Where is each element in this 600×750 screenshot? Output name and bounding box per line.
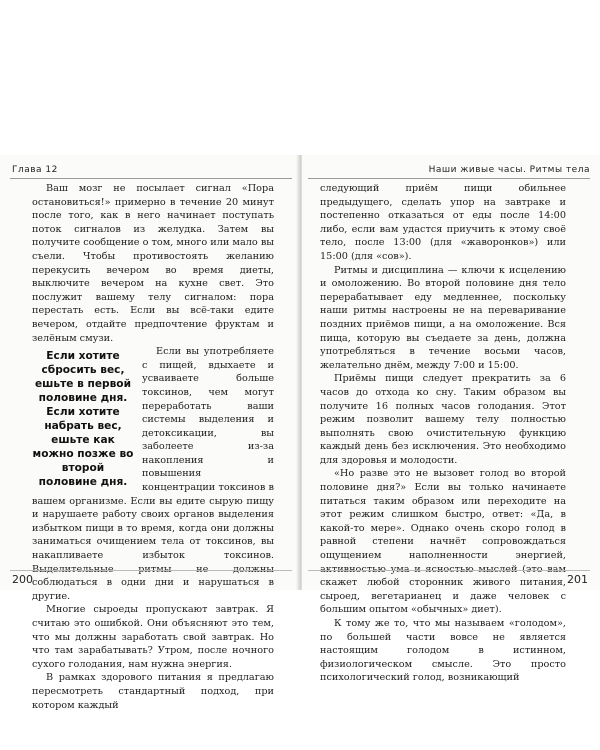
paragraph: В рамках здорового питания я предлагаю пересмотреть стандартный подход, при котором каждый: [32, 672, 274, 711]
pull-quote: Если хотите сбросить вес, ешьте в первой половине дня. Если хотите набрать вес, ешьте как можно позже во второй половине дня.: [32, 350, 134, 489]
page-number: 200: [12, 573, 33, 586]
paragraph: «Но разве это не вызовет голод во второй половине дня?» Если вы только начинаете питаться таким образом или переходите на этот режим слишком быстро, ответ: «Да, в какой-то мере». Однако очень скоро голод в равной степени начнёт сопровождаться ощущением наполненности энергией, скажет любой сторонник живого питания, сыроед, вегетарианец и даже человек с большим опытом «обычных» диет).: [320, 468, 566, 616]
right-body-text: [320, 182, 566, 685]
left-body-text: [32, 182, 274, 712]
header-rule: [308, 178, 590, 179]
running-head-title: Наши живые часы. Ритмы тела: [428, 165, 590, 175]
paragraph: Ваш мозг не посылает сигнал «Пора остановиться!» примерно в течение 20 минут после того, как в него начинает поступать поток сигналов из желудка. Затем вы получите сообщение о том, много или мало вы съели. Чтобы противостоять желанию перекусить вечером во время диеты, выключите вечером на кухне свет. Это послужит вашему телу сигналом: пора перестать есть. Если вы всё-таки едите вечером, отдайте предпочтение фруктам и зелёным смузи.: [32, 183, 274, 344]
paragraph: К тому же то, что мы называем «голодом», по большей части вовсе не является настоящим голодом в истинном, физиологическом смысле. Это просто психологический голод, возникающий: [320, 618, 566, 684]
paragraph: следующий приём пищи обильнее предыдущего, сделать упор на завтраке и постепенно отказаться от еды после 14:00 либо, если вам удастся приучить к этому своё тело, после 13:00 (для «жаворонков») или 15:00 (для «сов»).: [320, 183, 566, 262]
paragraph: Многие сыроеды пропускают завтрак. Я считаю это ошибкой. Они объясняют это тем, что мы должны заработать свой завтрак. Но что там зарабатывать? Утром, после ночного сухого голодания, нам нужна энергия.: [32, 604, 274, 670]
footer-rule: [308, 570, 590, 571]
running-head-chapter: Глава 12: [12, 165, 58, 175]
left-page: [0, 155, 298, 711]
page-number: 201: [567, 573, 588, 586]
footer-rule: [10, 570, 292, 571]
header-rule: [10, 178, 292, 179]
paragraph: Если вы употребляете с пищей, вдыхаете и усваиваете больше токсинов, чем могут переработать ваши системы выделения и детоксикации, вы заболеете из-за накопления и повышения концентрации токсинов в вашем организме. Если вы едите сырую пищу и нарушаете работу своих органов выделения избытком пищи в то время, когда они должны заниматься очищением тела от токсинов, вы накапливаете избыток токсинов. соблюдаться в одни дни и нарушаться в другие.: [32, 346, 274, 602]
paragraph: Приёмы пищи следует прекратить за 6 часов до отхода ко сну. Таким образом вы получите 16 полных часов голодания. Этот режим позволит вашему телу полностью выполнять свою очистительную функцию каждый день без исключения. Это необходимо для здоровья и молодости.: [320, 373, 566, 466]
right-page: [302, 155, 600, 684]
paragraph: Ритмы и дисциплина — ключи к исцелению и омоложению. Во второй половине дня тело перерабатывает еду медленнее, поскольку наши ритмы настроены не на переваривание поздних приёмов пищи, а на омоложение. Вся пища, которую вы съедаете за день, должна употребляться в течение восьми часов, желательно днём, между 7:00 и 15:00.: [320, 264, 566, 371]
